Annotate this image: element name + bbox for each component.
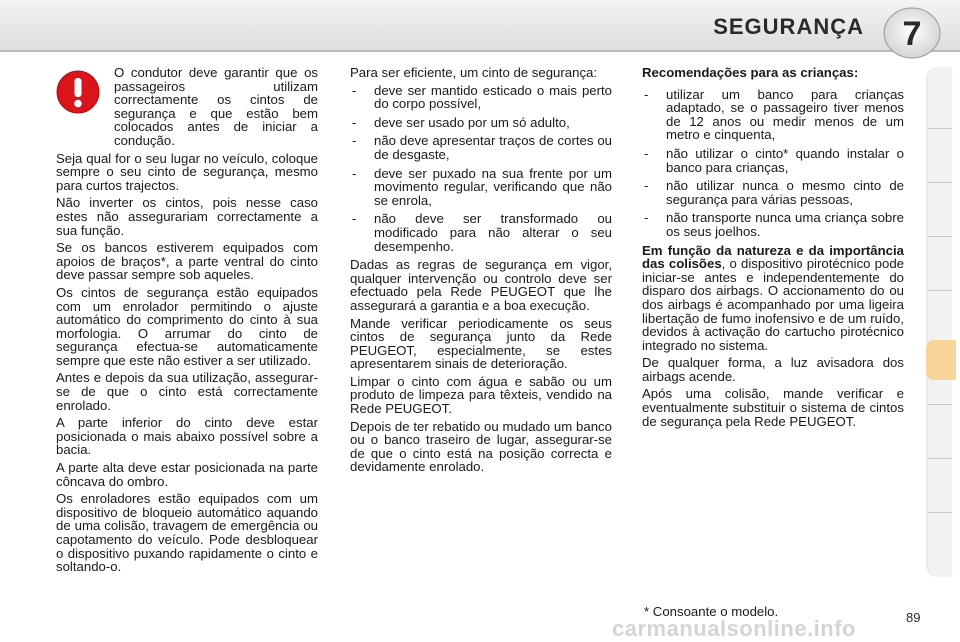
chapter-badge bbox=[880, 6, 944, 60]
paragraph: Se os bancos estiverem equipados com apoios de braços*, a parte ventral do cinto deve passar sempre sob aqueles. bbox=[56, 240, 318, 283]
active-chapter-tab[interactable] bbox=[926, 340, 956, 380]
right-column bbox=[642, 66, 904, 432]
paragraph: Depois de ter rebatido ou mudado um banco ou o banco traseiro de lugar, assegurar-se de que o cinto está na posição correcta e devidamente enrolado. bbox=[350, 418, 612, 475]
warning-text: O condutor deve garantir que os passageiros utilizam correctamente os cintos de segurança e que estão bem colocados antes de iniciar a condução. bbox=[114, 65, 318, 148]
list-item: - não deve ser transformado ou modificado para não alterar o seu desempenho. bbox=[350, 212, 612, 253]
paragraph: Dadas as regras de segurança em vigor, qualquer intervenção ou controlo deve ser efectuado pela Rede PEUGEOT que lhe assegurará a garantia e a boa execução. bbox=[350, 257, 612, 313]
list-item: - utilizar um banco para crianças adaptado, se o passageiro tiver menos de 12 anos ou medir menos de um metro e cinquenta, bbox=[642, 88, 904, 142]
list-item: - não deve apresentar traços de cortes ou de desgaste, bbox=[350, 134, 612, 161]
list-item: - deve ser puxado na sua frente por um movimento regular, verificando que não se enrola, bbox=[350, 167, 612, 208]
paragraph: Os cintos de segurança estão equipados com um enrolador permitindo o ajuste automático do comprimento do cinto à sua morfologia. O arrumar do cinto de segurança efectua-se automaticamente sempre que este não estiver a ser utilizado. bbox=[56, 284, 318, 368]
paragraph: Os enroladores estão equipados com um dispositivo de bloqueio automático aquando de uma colisão, travagem de emergência ou capotamento do veículo. Pode desbloquear o dispositivo puxando rapidamente o cinto e soltando-o. bbox=[56, 491, 318, 575]
left-column bbox=[56, 66, 318, 578]
paragraph: Não inverter os cintos, pois nesse caso estes não assegurariam correctamente a sua função. bbox=[56, 195, 318, 238]
tab-divider bbox=[928, 458, 952, 459]
section-heading: Recomendações para as crianças: bbox=[642, 65, 859, 80]
chapter-tab-strip bbox=[928, 68, 952, 576]
belt-requirements-list bbox=[350, 84, 612, 254]
paragraph: Antes e depois da sua utilização, assegurar-se de que o cinto está correctamente enrolado. bbox=[56, 370, 318, 413]
list-item: - deve ser mantido esticado o mais perto do corpo possível, bbox=[350, 84, 612, 111]
paragraph: Mande verificar periodicamente os seus cintos de segurança junto da Rede PEUGEOT, especialmente, se estes apresentarem sinais de deterioração. bbox=[350, 315, 612, 372]
list-item: - deve ser usado por um só adulto, bbox=[350, 116, 612, 130]
list-item: - não transporte nunca uma criança sobre os seus joelhos. bbox=[642, 211, 904, 238]
chapter-title: SEGURANÇA bbox=[713, 14, 864, 39]
footnote: * Consoante o modelo. bbox=[644, 604, 779, 619]
header-divider bbox=[0, 50, 960, 52]
collision-heading: Em função da natureza e da importância das colisões bbox=[642, 242, 904, 272]
tab-divider bbox=[928, 512, 952, 513]
paragraph: Limpar o cinto com água e sabão ou um produto de limpeza para têxteis, vendido na Rede PEUGEOT. bbox=[350, 373, 612, 417]
list-item: - não utilizar nunca o mesmo cinto de segurança para várias pessoas, bbox=[642, 179, 904, 206]
tab-divider bbox=[928, 182, 952, 183]
tab-divider bbox=[928, 290, 952, 291]
child-recommendations-list bbox=[642, 88, 904, 239]
tab-divider bbox=[928, 236, 952, 237]
paragraph: Para ser eficiente, um cinto de segurança: bbox=[350, 65, 598, 80]
watermark: carmanualsonline.info bbox=[612, 616, 856, 641]
paragraph: A parte alta deve estar posicionada na parte côncava do ombro. bbox=[56, 460, 318, 489]
page-number: 89 bbox=[906, 610, 921, 625]
paragraph: De qualquer forma, a luz avisadora dos airbags acende. bbox=[642, 355, 904, 384]
paragraph: A parte inferior do cinto deve estar posicionada o mais abaixo possível sobre a bacia. bbox=[56, 415, 318, 458]
paragraph: Após uma colisão, mande verificar e eventualmente substituir o sistema de cintos de segurança pela Rede PEUGEOT. bbox=[642, 386, 904, 429]
chapter-number: 7 bbox=[902, 15, 922, 53]
tab-divider bbox=[928, 128, 952, 129]
paragraph: Seja qual for o seu lugar no veículo, coloque sempre o seu cinto de segurança, mesmo para curtos trajectos. bbox=[56, 150, 318, 193]
list-item: - não utilizar o cinto* quando instalar o banco para crianças, bbox=[642, 147, 904, 174]
collision-text: , o dispositivo pirotécnico pode iniciar-se antes e independentemente do disparo dos airbags. O accionamento do ou dos airbags é acompanhado por uma ligeira libertação de fumo inofensivo e de um ruído, devidos à activação do cartucho pirotécnico integrado no sistema. bbox=[642, 256, 904, 353]
middle-column bbox=[350, 66, 612, 478]
tab-divider bbox=[928, 404, 952, 405]
collision-paragraph bbox=[642, 244, 904, 353]
